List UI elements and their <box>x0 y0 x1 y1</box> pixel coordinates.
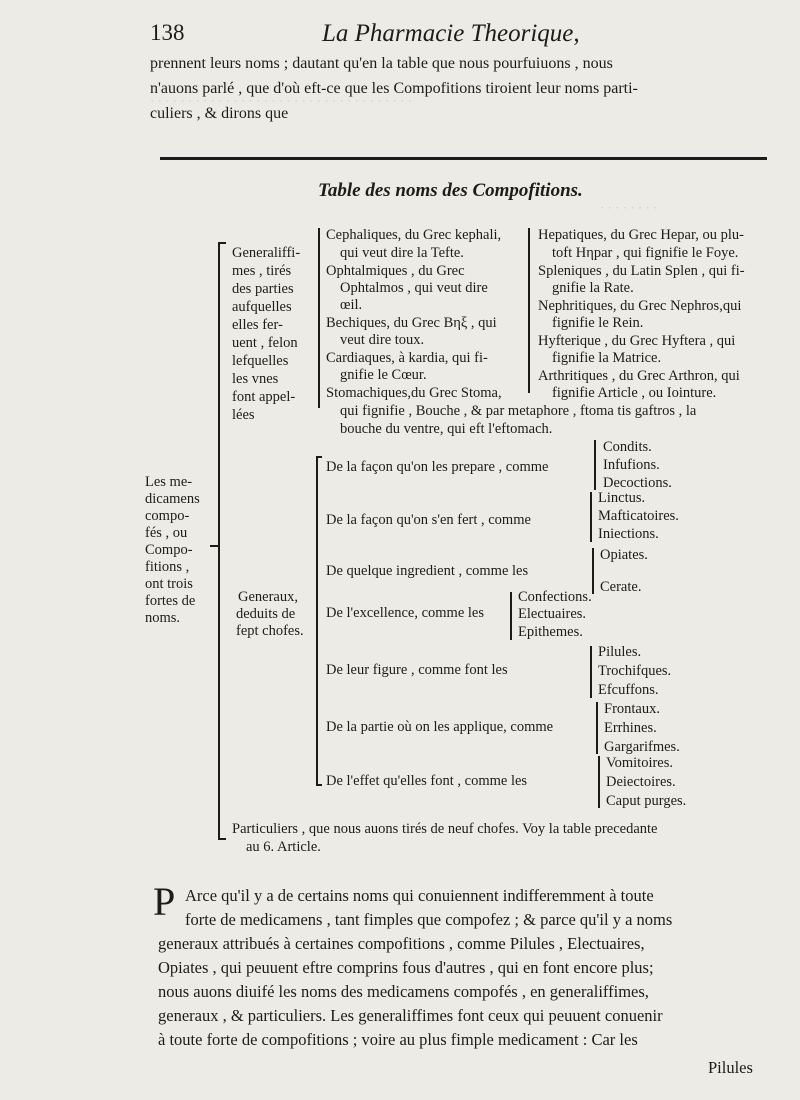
category-item: Decoctions. <box>603 475 672 491</box>
root-line: Compo- <box>145 542 193 558</box>
category-item: Caput purges. <box>606 793 687 809</box>
category-item: Opiates. <box>600 547 648 563</box>
generaux-brace-bottom <box>316 784 322 786</box>
intro-line: n'auons parlé , que d'où eft-ce que les Compofitions tiroient leur noms parti- <box>150 80 638 97</box>
generaux-brace-top <box>316 456 322 458</box>
category-label: De l'effet qu'elles font , comme les <box>326 773 528 789</box>
generalissimes-line: font appel- <box>232 389 296 405</box>
category-item: Gargarifmes. <box>604 739 680 755</box>
generaux-line: Generaux, <box>238 589 298 605</box>
body-line: generaux attribués à certaines compofitions , comme Pilules , Electuaires, <box>158 934 645 953</box>
table-title: Table des noms des Compofitions. <box>318 180 583 201</box>
category-item: Electuaires. <box>518 606 587 622</box>
category-item: Errhines. <box>604 720 657 736</box>
outer-brace-top <box>218 242 226 244</box>
category-item: Efcuffons. <box>598 682 659 698</box>
section-rule <box>160 157 767 160</box>
category-item: Epithemes. <box>518 624 583 640</box>
catchword: Pilules <box>708 1058 753 1077</box>
category-item: Vomitoires. <box>606 755 673 771</box>
root-line: ont trois <box>145 576 193 592</box>
outer-brace <box>218 242 220 840</box>
category-item: Frontaux. <box>604 701 660 717</box>
parts-brace <box>318 228 320 408</box>
category-item: Infufions. <box>603 457 660 473</box>
root-line: Les me- <box>145 474 193 490</box>
body-line: à toute forte de compofitions ; voire au plus fimple medicament : Car les <box>158 1030 638 1049</box>
part-entry: Cardiaques, à kardia, qui fi- <box>326 350 488 366</box>
generalissimes-line: lefquelles <box>232 353 289 369</box>
stomach-line: bouche du ventre, qui eft l'eftomach. <box>340 421 553 437</box>
intro-line: prennent leurs noms ; dautant qu'en la table que nous pourfuiuons , nous <box>150 55 613 72</box>
root-line: compo- <box>145 508 190 524</box>
root-line: fitions , <box>145 559 190 575</box>
part-entry: Hepatiques, du Grec Hepar, ou plu- <box>538 227 744 243</box>
category-item: Condits. <box>603 439 652 455</box>
category-item: Mafticatoires. <box>598 508 679 524</box>
body-line: Arce qu'il y a de certains noms qui conuiennent indifferemment à toute <box>185 886 654 905</box>
category-item: Trochifques. <box>598 663 672 679</box>
part-entry: qui veut dire la Tefte. <box>340 245 464 261</box>
root-line: dicamens <box>145 491 200 507</box>
category-label: De la façon qu'on s'en fert , comme <box>326 512 531 528</box>
root-line: noms. <box>145 610 181 626</box>
generalissimes-line: Generaliffi- <box>232 245 301 261</box>
category-item: Linctus. <box>598 490 646 506</box>
part-entry: Arthritiques , du Grec Arthron, qui <box>538 368 740 384</box>
part-entry: œil. <box>340 297 363 313</box>
generalissimes-line: des parties <box>232 281 294 297</box>
category-brace <box>590 492 592 542</box>
generaux-brace <box>316 456 318 786</box>
part-entry: Ophtalmos , qui veut dire <box>340 280 488 296</box>
body-line: nous auons diuifé les noms des medicamens compofés , en generaliffimes, <box>158 982 649 1001</box>
category-brace <box>596 702 598 754</box>
part-entry: Nephritiques, du Grec Nephros,qui <box>538 298 742 314</box>
part-entry: Stomachiques,du Grec Stoma, <box>326 385 502 401</box>
part-entry: gnifie la Rate. <box>552 280 634 296</box>
body-line: forte de medicamens , tant fimples que compofez ; & parce qu'il y a noms <box>185 910 673 929</box>
part-entry: Cephaliques, du Grec kephali, <box>326 227 502 243</box>
particuliers-line: Particuliers , que nous auons tirés de neuf chofes. Voy la table precedante <box>232 821 658 837</box>
generalissimes-line: mes , tirés <box>232 263 292 279</box>
generalissimes-line: elles fer- <box>232 317 283 333</box>
category-brace <box>510 592 512 640</box>
show-through-text: · · · · · · · · · · · · · · · · · · · · · · · · · · · · · · · · · · · <box>150 93 413 108</box>
part-entry: fignifie Article , ou Iointure. <box>552 385 717 401</box>
body-line: generaux , & particuliers. Les generaliffimes font ceux qui peuuent conuenir <box>158 1006 663 1025</box>
category-item: Pilules. <box>598 644 642 660</box>
drop-cap: P <box>153 879 176 924</box>
category-brace <box>594 440 596 490</box>
generaux-line: fept chofes. <box>236 623 304 639</box>
outer-brace-bottom <box>218 838 226 840</box>
parts-right-brace <box>528 228 530 393</box>
particuliers-line: au 6. Article. <box>246 839 321 855</box>
root-line: fés , ou <box>145 525 188 541</box>
generalissimes-line: les vnes <box>232 371 279 387</box>
part-entry: fignifie le Rein. <box>552 315 644 331</box>
body-line: Opiates , qui peuuent eftre comprins fous d'autres , qui en font encore plus; <box>158 958 654 977</box>
part-entry: veut dire toux. <box>340 332 425 348</box>
part-entry: Bechiques, du Grec Bηξ , qui <box>326 315 497 331</box>
category-brace <box>598 756 600 808</box>
stomach-line: qui fignifie , Bouche , & par metaphore , ftoma tis gaftros , la <box>340 403 697 419</box>
category-label: De la façon qu'on les prepare , comme <box>326 459 549 475</box>
outer-brace-point <box>210 545 218 547</box>
part-entry: toft Hηpar , qui fignifie le Foye. <box>552 245 739 261</box>
generalissimes-line: uent , felon <box>232 335 298 351</box>
category-item: Confections. <box>518 589 592 605</box>
category-item: Cerate. <box>600 579 642 595</box>
part-entry: fignifie la Matrice. <box>552 350 662 366</box>
part-entry: Hyfterique , du Grec Hyftera , qui <box>538 333 736 349</box>
page-number: 138 <box>150 20 185 45</box>
part-entry: Spleniques , du Latin Splen , qui fi- <box>538 263 745 279</box>
generaux-line: deduits de <box>236 606 296 622</box>
category-brace <box>590 646 592 698</box>
generalissimes-line: lées <box>232 407 255 423</box>
category-label: De la partie où on les applique, comme <box>326 719 554 735</box>
part-entry: Ophtalmiques , du Grec <box>326 263 465 279</box>
category-brace <box>592 548 594 594</box>
part-entry: gnifie le Cœur. <box>340 367 427 383</box>
category-item: Iniections. <box>598 526 659 542</box>
generalissimes-line: aufquelles <box>232 299 292 315</box>
category-label: De leur figure , comme font les <box>326 662 508 678</box>
root-line: fortes de <box>145 593 196 609</box>
intro-line: culiers , & dirons que <box>150 105 289 122</box>
category-label: De l'excellence, comme les <box>326 605 485 621</box>
category-label: De quelque ingredient , comme les <box>326 563 529 579</box>
category-item: Deiectoires. <box>606 774 676 790</box>
running-title: La Pharmacie Theorique, <box>322 20 580 47</box>
show-through-text: · · · · · · · · <box>600 200 658 215</box>
